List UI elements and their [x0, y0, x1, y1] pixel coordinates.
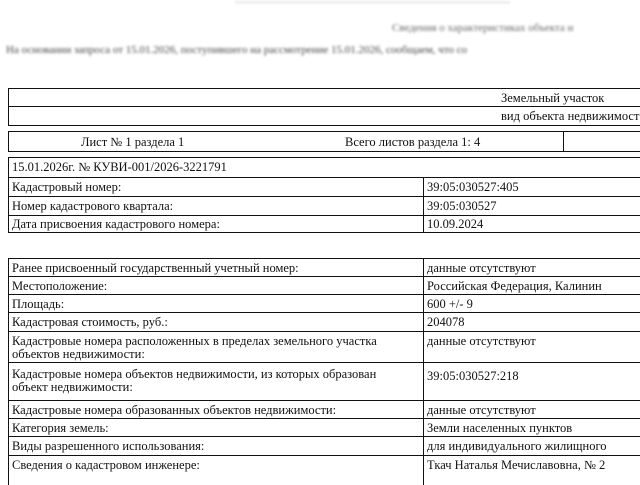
- land-category-value: Земли населенных пунктов: [427, 421, 573, 435]
- sheet-info-box: [8, 131, 640, 152]
- table-row: [8, 455, 640, 485]
- contained-objects-value: данные отсутствуют: [427, 334, 536, 348]
- table-row: [8, 177, 640, 196]
- cadastral-engineer-value: Ткач Наталья Мечиславовна, № 2: [427, 458, 606, 472]
- source-objects-value: 39:05:030527:218: [427, 369, 519, 383]
- sheet-number: Лист № 1 раздела 1: [81, 135, 185, 149]
- table-row: [8, 196, 640, 215]
- table-row: [8, 362, 640, 400]
- source-objects-label: Кадастровые номера объектов недвижимости, из которых образован объект недвижимости:: [12, 367, 377, 395]
- cadastral-cost-value: 204078: [427, 315, 465, 329]
- location-value: Российская Федерация, Калинин: [427, 279, 602, 293]
- cadastral-cost-label: Кадастровая стоимость, руб.:: [12, 315, 168, 329]
- table-row: [8, 400, 640, 418]
- formed-objects-label: Кадастровые номера образованных объектов недвижимости:: [12, 403, 337, 417]
- assignment-date-value: 10.09.2024: [427, 217, 484, 231]
- table-row: [8, 215, 640, 233]
- table-row: [8, 418, 640, 436]
- area-label: Площадь:: [12, 297, 65, 311]
- permitted-use-value: для индивидуального жилищного: [427, 439, 607, 453]
- previous-number-label: Ранее присвоенный государственный учетный номер:: [12, 261, 299, 275]
- contained-objects-label: Кадастровые номера расположенных в пределах земельного участка объектов недвижимости:: [12, 334, 377, 362]
- table-row: [8, 294, 640, 312]
- assignment-date-label: Дата присвоения кадастрового номера:: [12, 217, 220, 231]
- land-category-label: Категория земель:: [12, 421, 109, 435]
- object-type-caption: вид объекта недвижимост: [501, 109, 640, 123]
- date-number-text: 15.01.2026г. № КУВИ-001/2026-3221791: [12, 160, 227, 174]
- table-row: [8, 331, 640, 362]
- cadastral-number-label: Кадастровый номер:: [12, 180, 122, 194]
- area-value: 600 +/- 9: [427, 297, 473, 311]
- date-number-row: [8, 157, 640, 177]
- cadastral-number-value: 39:05:030527:405: [427, 180, 519, 194]
- formed-objects-value: данные отсутствуют: [427, 403, 536, 417]
- quarter-number-label: Номер кадастрового квартала:: [12, 199, 174, 213]
- table-row: [8, 312, 640, 331]
- cadastral-engineer-label: Сведения о кадастровом инженере:: [12, 458, 200, 472]
- faint-header-top: …………………………………………………………………: [235, 0, 510, 6]
- faint-request-line: На основании запроса от 15.01.2026, поступившего на рассмотрение 15.01.2026, сообщаем, что со: [6, 44, 467, 56]
- object-type-box: [8, 88, 640, 126]
- quarter-number-value: 39:05:030527: [427, 199, 497, 213]
- table-row: [8, 258, 640, 276]
- location-label: Местоположение:: [12, 279, 108, 293]
- table-row: [8, 436, 640, 455]
- table-row: [8, 276, 640, 294]
- permitted-use-label: Виды разрешенного использования:: [12, 439, 205, 453]
- object-type-value: Земельный участок: [501, 91, 605, 105]
- sheet-total: Всего листов раздела 1: 4: [345, 135, 481, 149]
- faint-document-title: Сведения о характеристиках объекта н: [392, 22, 574, 34]
- previous-number-value: данные отсутствуют: [427, 261, 536, 275]
